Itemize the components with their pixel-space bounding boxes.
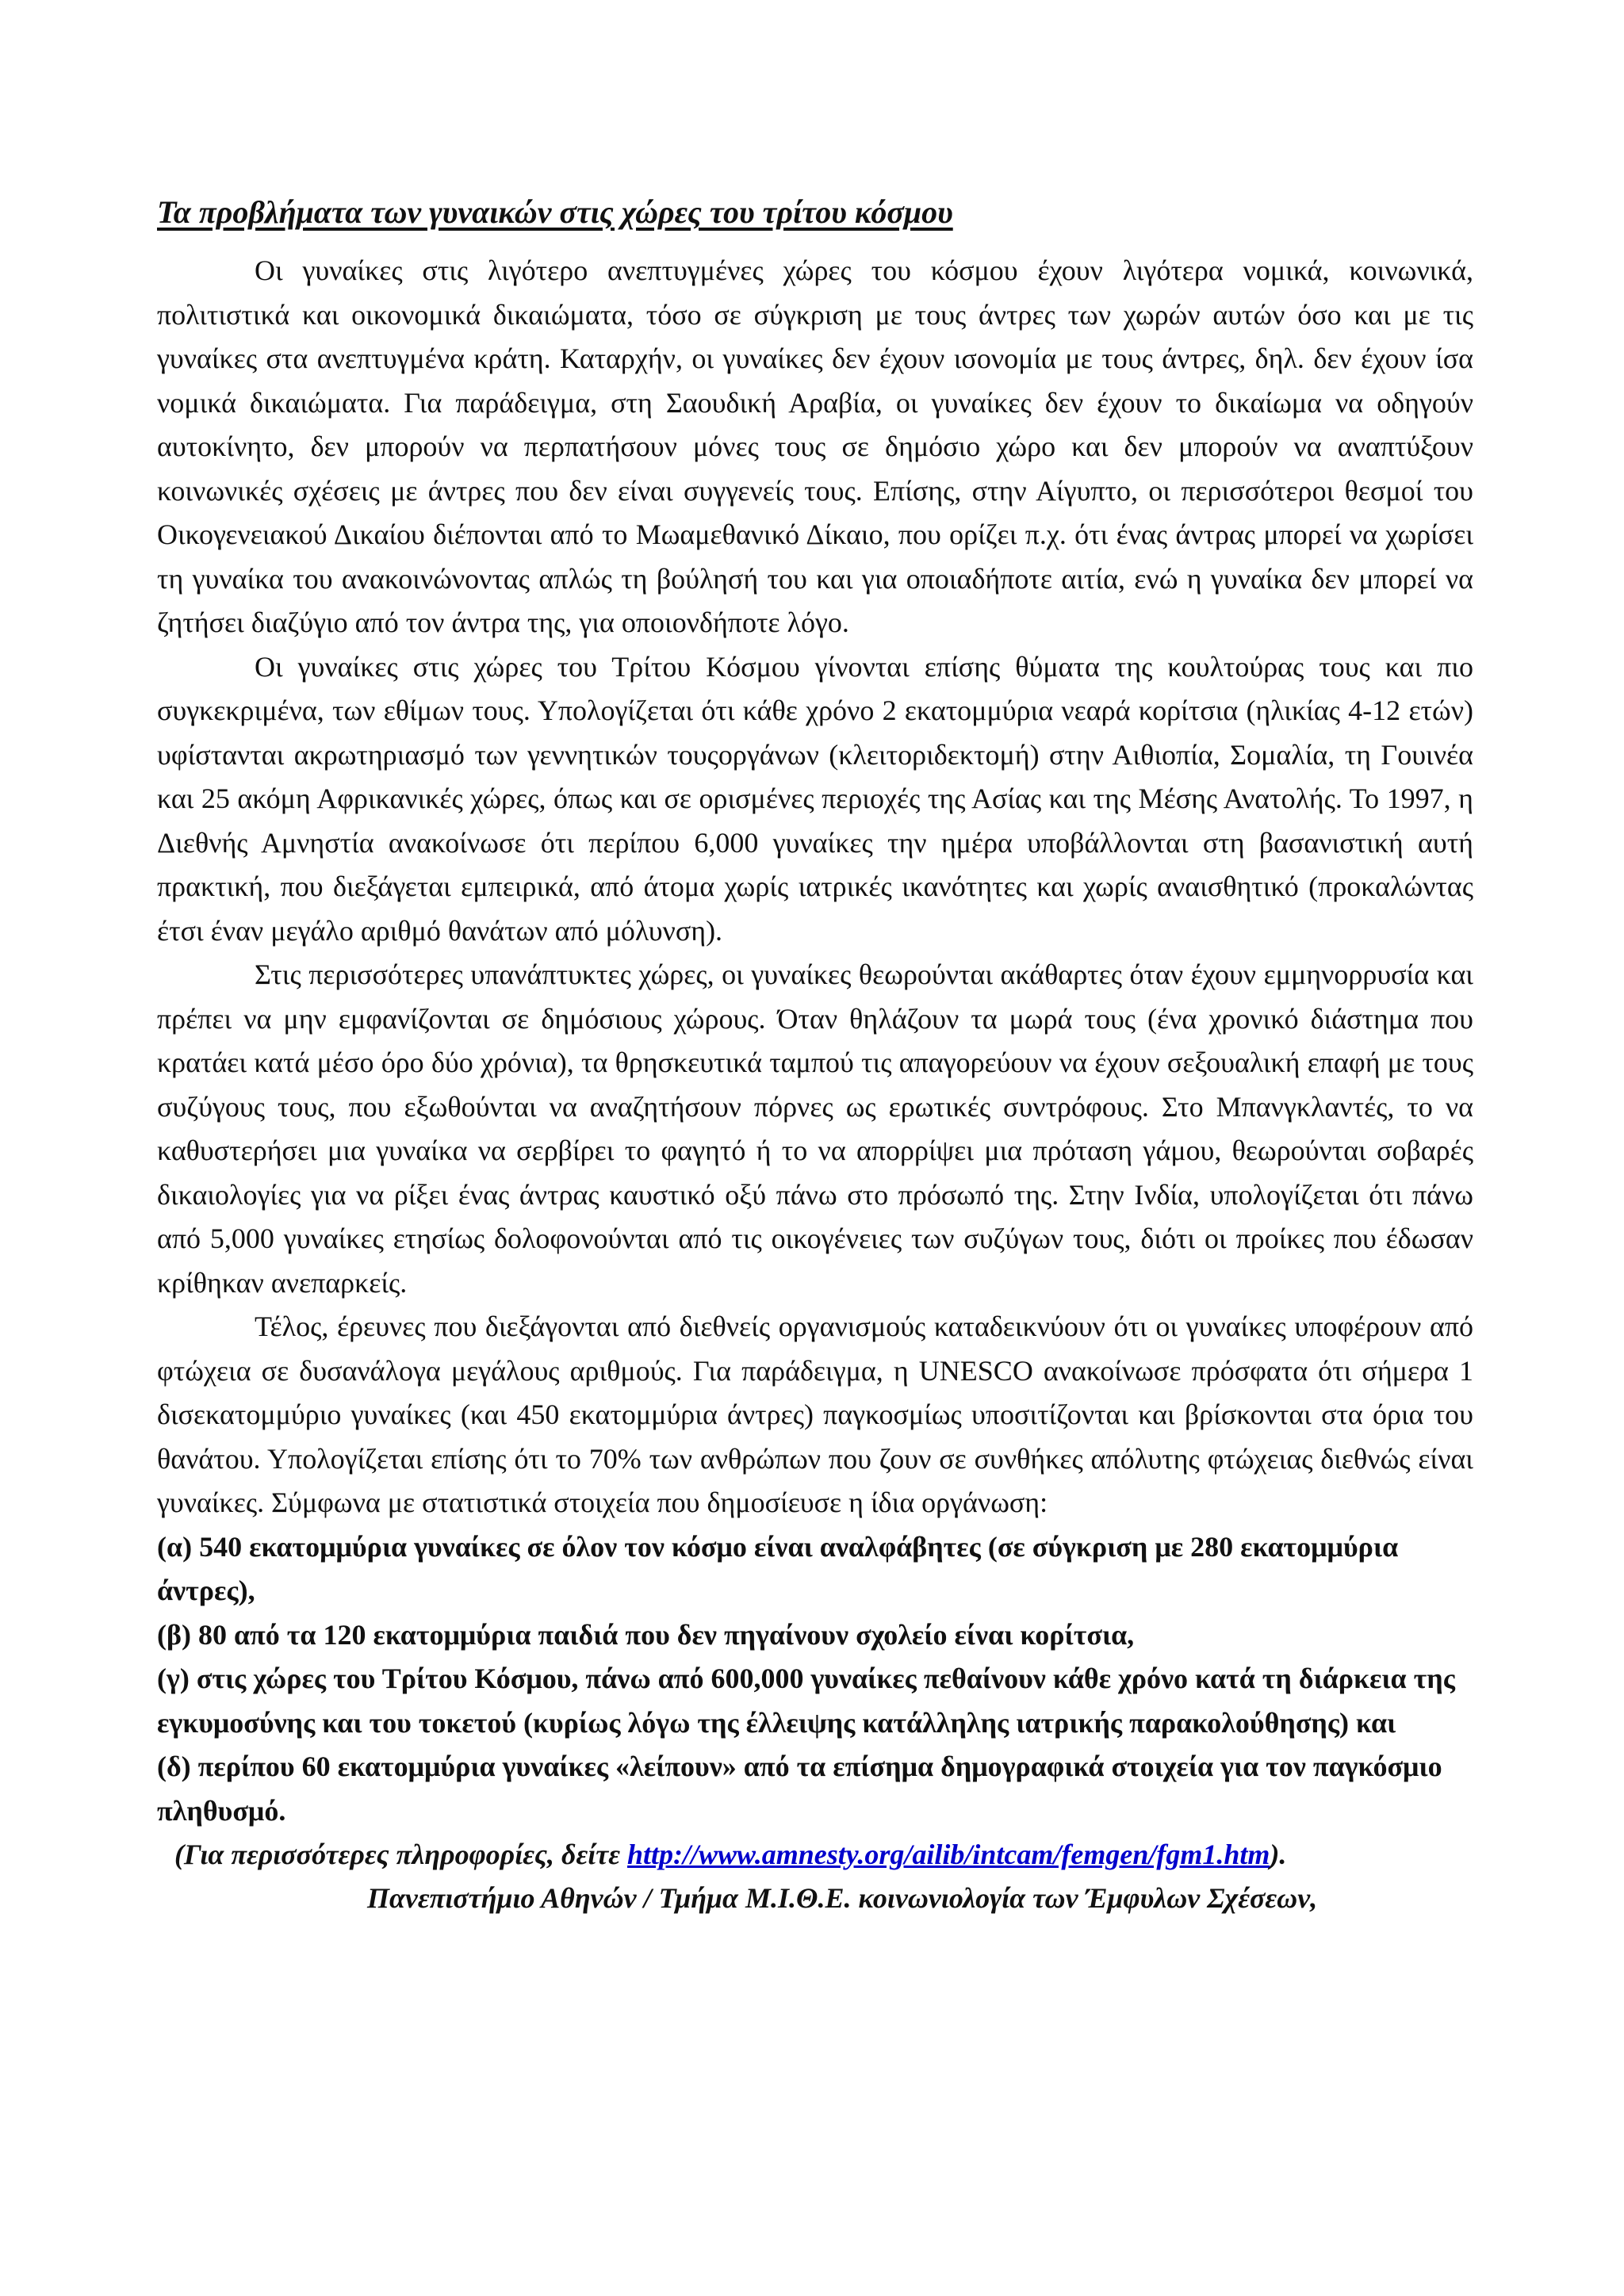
list-item-a: (α) 540 εκατομμύρια γυναίκες σε όλον τον κόσμο είναι αναλφάβητες (σε σύγκριση με 280 εκατομμύρια άντρες),	[157, 1530, 1399, 1606]
paragraph-3: Στις περισσότερες υπανάπτυκτες χώρες, οι γυναίκες θεωρούνται ακάθαρτες όταν έχουν εμμηνορρυσία και πρέπει να μην εμφανίζονται σε δημόσιους χώρους. Όταν θηλάζουν τα μωρά τους (ένα χρονικό διάστημα που κρατάει κατά μέσο όρο δύο χρόνια), τα θρησκευτικά ταμπού τις απαγορεύουν να έχουν σεξουαλική επαφή με τους συζύγους τους, που εξωθούνται να αναζητήσουν πόρνες ως ερωτικές συντρόφους. Στο Μπανγκλαντές, το να καθυστερήσει μια γυναίκα να σερβίρει το φαγητό ή το να απορρίψει μια πρόταση γάμου, θεωρούνται σοβαρές δικαιολογίες για να ρίξει ένας άντρας καυστικό οξύ πάνω στο πρόσωπό της. Στην Ινδία, υπολογίζεται ότι πάνω από 5,000 γυναίκες ετησίως δολοφονούνται από τις οικογένειες των συζύγων τους, διότι οι προίκες που έδωσαν κρίθηκαν ανεπαρκείς.	[157, 959, 1473, 1299]
paragraph-2: Οι γυναίκες στις χώρες του Τρίτου Κόσμου γίνονται επίσης θύματα της κουλτούρας τους και πιο συγκεκριμένα, των εθίμων τους. Υπολογίζεται ότι κάθε χρόνο 2 εκατομμύρια νεαρά κορίτσια (ηλικίας 4-12 ετών) υφίστανται ακρωτηριασμό των γεννητικών τουςοργάνων (κλειτοριδεκτομή) στην Αιθιοπία, Σομαλία, τη Γουινέα και 25 ακόμη Αφρικανικές χώρες, όπως και σε ορισμένες περιοχές της Ασίας και της Μέσης Ανατολής. Το 1997, η Διεθνής Αμνηστία ανακοίνωσε ότι περίπου 6,000 γυναίκες την ημέρα υποβάλλονται στη βασανιστική αυτή πρακτική, που διεξάγεται εμπειρικά, από άτομα χωρίς ιατρικές ικανότητες και χωρίς αναισθητικό (προκαλώντας έτσι έναν μεγάλο αριθμό θανάτων από μόλυνση).	[157, 650, 1473, 947]
page-title: Τα προβλήματα των γυναικών στις χώρες του τρίτου κόσμου	[157, 194, 953, 230]
reference-note	[157, 1833, 1473, 1877]
list-item-c: (γ) στις χώρες του Τρίτου Κόσμου, πάνω από 600,000 γυναίκες πεθαίνουν κάθε χρόνο κατά τη διάρκεια της εγκυμοσύνης και του τοκετού (κυρίως λόγω της έλλειψης κατάλληλης ιατρικής παρακολούθησης) και	[157, 1663, 1455, 1739]
footer-attribution: Πανεπιστήμιο Αθηνών / Τμήμα Μ.Ι.Θ.Ε. κοινωνιολογία των Έμφυλων Σχέσεων,	[367, 1882, 1318, 1914]
reference-prefix: (Για περισσότερες πληροφορίες, δείτε	[174, 1839, 627, 1870]
amnesty-link[interactable]: http://www.amnesty.org/ailib/intcam/femgen/fgm1.htm	[627, 1839, 1270, 1870]
reference-suffix: ).	[1270, 1839, 1287, 1870]
document-page	[157, 189, 1473, 1920]
list-item-b: (β) 80 από τα 120 εκατομμύρια παιδιά που δεν πηγαίνουν σχολείο είναι κορίτσια,	[157, 1618, 1135, 1651]
paragraph-4: Τέλος, έρευνες που διεξάγονται από διεθνείς οργανισμούς καταδεικνύουν ότι οι γυναίκες υποφέρουν από φτώχεια σε δυσανάλογα μεγάλους αριθμούς. Για παράδειγμα, η UNESCO ανακοίνωσε πρόσφατα ότι σήμερα 1 δισεκατομμύριο γυναίκες (και 450 εκατομμύρια άντρες) παγκοσμίως υποσιτίζονται και βρίσκονται στα όρια του θανάτου. Υπολογίζεται επίσης ότι το 70% των ανθρώπων που ζουν σε συνθήκες απόλυτης φτώχειας διεθνώς είναι γυναίκες. Σύμφωνα με στατιστικά στοιχεία που δημοσίευσε η ίδια οργάνωση:	[157, 1311, 1473, 1518]
list-item-d: (δ) περίπου 60 εκατομμύρια γυναίκες «λείπουν» από τα επίσημα δημογραφικά στοιχεία για τον παγκόσμιο πληθυσμό.	[157, 1751, 1442, 1827]
paragraph-1: Οι γυναίκες στις λιγότερο ανεπτυγμένες χώρες του κόσμου έχουν λιγότερα νομικά, κοινωνικά, πολιτιστικά και οικονομικά δικαιώματα, τόσο σε σύγκριση με τους άντρες των χωρών αυτών όσο και με τις γυναίκες στα ανεπτυγμένα κράτη. Καταρχήν, οι γυναίκες δεν έχουν ισονομία με τους άντρες, δηλ. δεν έχουν ίσα νομικά δικαιώματα. Για παράδειγμα, στη Σαουδική Αραβία, οι γυναίκες δεν έχουν το δικαίωμα να οδηγούν αυτοκίνητο, δεν μπορούν να περπατήσουν μόνες τους σε δημόσιο χώρο και δεν μπορούν να αναπτύξουν κοινωνικές σχέσεις με άντρες που δεν είναι συγγενείς τους. Επίσης, στην Αίγυπτο, οι περισσότεροι θεσμοί του Οικογενειακού Δικαίου διέπονται από το Μωαμεθανικό Δίκαιο, που ορίζει π.χ. ότι ένας άντρας μπορεί να χωρίσει τη γυναίκα του ανακοινώνοντας απλώς τη βούλησή του και για οποιαδήποτε αιτία, ενώ η γυναίκα δεν μπορεί να ζητήσει διαζύγιο από τον άντρα της, για οποιονδήποτε λόγο.	[157, 254, 1473, 638]
